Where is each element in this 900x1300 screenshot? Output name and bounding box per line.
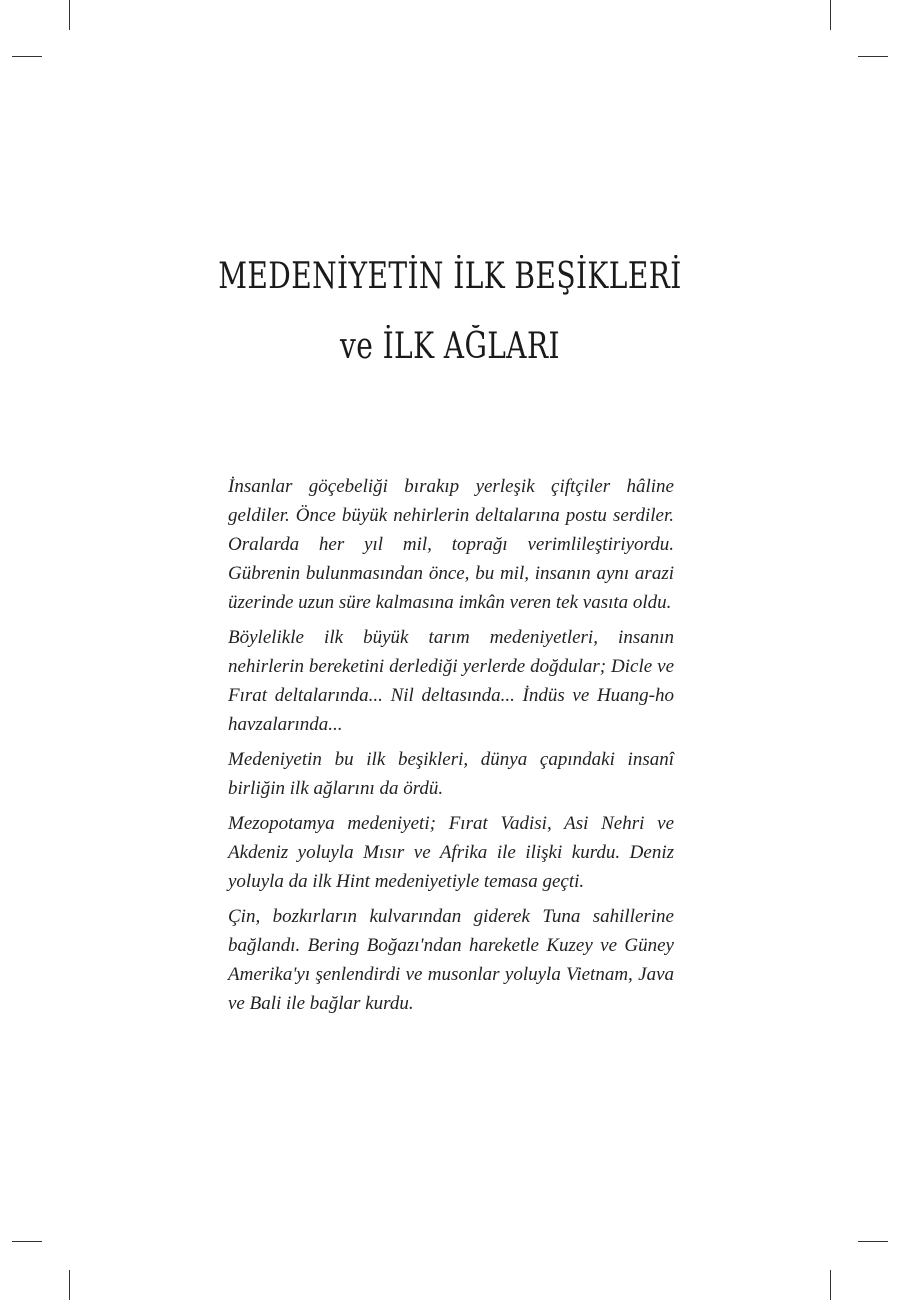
crop-mark-top-left-vertical	[69, 0, 70, 30]
chapter-title-line-1: MEDENİYETİN İLK BEŞİKLERİ	[218, 256, 682, 297]
paragraph: İnsanlar göçebeliği bırakıp yerleşik çiftçiler hâline geldiler. Önce büyük nehirlerin deltalarına postu serdiler. Oralarda her yıl mil, toprağı verimlileştiriyordu. Gübrenin bulunmasından önce, bu mil, insanın aynı arazi üzerinde uzun süre kalmasına imkân veren tek vasıta oldu.	[228, 476, 674, 613]
crop-mark-top-right-vertical	[830, 0, 831, 30]
paragraph: Mezopotamya medeniyeti; Fırat Vadisi, Asi Nehri ve Akdeniz yoluyla Mısır ve Afrika ile ilişki kurdu. Deniz yoluyla da ilk Hint medeniyetiyle temasa geçti.	[228, 813, 674, 892]
crop-mark-bottom-right-horizontal	[858, 1241, 888, 1242]
crop-mark-bottom-right-vertical	[830, 1270, 831, 1300]
crop-mark-top-right-horizontal	[858, 56, 888, 57]
crop-mark-bottom-left-horizontal	[12, 1241, 42, 1242]
crop-mark-bottom-left-vertical	[69, 1270, 70, 1300]
paragraph: Çin, bozkırların kulvarından giderek Tuna sahillerine bağlandı. Bering Boğazı'ndan hareketle Kuzey ve Güney Amerika'yı şenlendirdi ve musonlar yoluyla Vietnam, Java ve Bali ile bağlar kurdu.	[228, 906, 674, 1014]
chapter-body	[228, 472, 674, 1024]
crop-mark-top-left-horizontal	[12, 56, 42, 57]
chapter-title-line-2: ve İLK AĞLARI	[339, 326, 560, 367]
paragraph: Böylelikle ilk büyük tarım medeniyetleri, insanın nehirlerin bereketini derlediği yerlerde doğdular; Dicle ve Fırat deltalarında... Nil deltasında... İndüs ve Huang-ho havzalarında...	[228, 627, 674, 735]
paragraph: Medeniyetin bu ilk beşikleri, dünya çapındaki insanî birliğin ilk ağlarını da ördü.	[228, 749, 674, 799]
